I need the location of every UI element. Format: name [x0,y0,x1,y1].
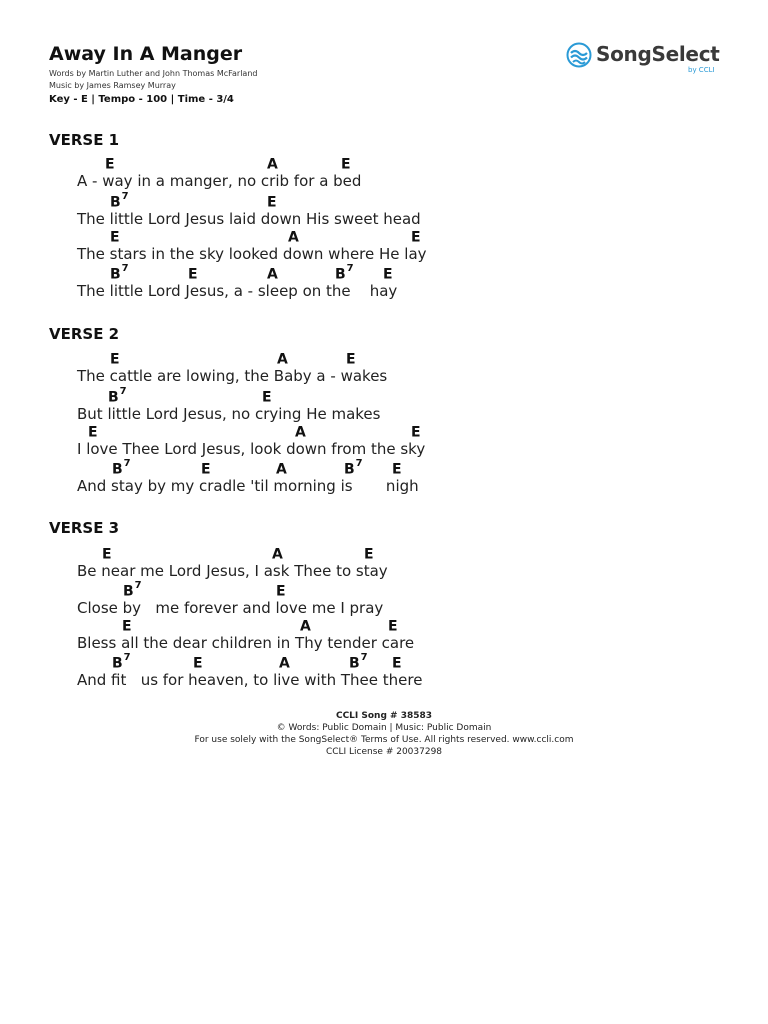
chord: E [346,351,356,368]
chord-row [77,155,737,173]
chord: E [267,194,277,211]
verse-title: VERSE 1 [49,131,120,149]
chord: E [364,546,374,563]
chord-row [77,265,737,283]
ccli-song-number: CCLI Song # 38583 [335,711,433,721]
chord: E [122,618,132,635]
chord: A [300,618,311,635]
song-line [77,582,737,620]
chord: A [288,229,299,246]
music-credit: Music by James Ramsey Murray [49,81,176,90]
chord-row [77,617,737,635]
chord: $B^7$ [110,263,129,283]
lyric-line: And fit us for heaven, to live with Thee there [77,671,423,689]
chord: E [201,461,211,478]
chord: E [341,156,351,173]
lyric-line: Close by me forever and love me I pray [77,599,384,617]
chord-row [77,423,737,441]
songselect-mark-icon [566,42,592,68]
chord: A [277,351,288,368]
song-line [77,423,737,461]
chord: A [267,156,278,173]
chord: A [279,655,290,672]
chord: E [110,351,120,368]
song-line [77,460,737,498]
chord: E [110,229,120,246]
copyright-line: © Words: Public Domain | Music: Public Domain [276,723,492,733]
chord: A [272,546,283,563]
chord-row [77,193,737,211]
song-title: Away In A Manger [49,43,243,65]
chord: E [383,266,393,283]
chord: $B^7$ [349,652,368,672]
chord-row [77,460,737,478]
song-line [77,545,737,583]
chord: $B^7$ [123,580,142,600]
lyric-line: A - way in a manger, no crib for a bed [77,172,362,190]
chord: A [295,424,306,441]
song-line [77,350,737,388]
chord: E [193,655,203,672]
song-line [77,388,737,426]
lyric-line: I love Thee Lord Jesus, look down from the sky [77,440,426,458]
chord: $B^7$ [108,386,127,406]
lyric-line: Be near me Lord Jesus, I ask Thee to stay [77,562,388,580]
chord: $B^7$ [112,652,131,672]
song-line [77,193,737,231]
songselect-logo [566,42,726,76]
chord-row [77,582,737,600]
logo-wordmark: SongSelect [596,42,720,66]
song-line [77,265,737,303]
chord: E [88,424,98,441]
chord: E [105,156,115,173]
song-line [77,654,737,692]
chord: E [411,424,421,441]
verse-title: VERSE 3 [49,519,120,537]
terms-line: For use solely with the SongSelect® Terms of Use. All rights reserved. www.ccli.com [194,735,574,745]
chord: E [388,618,398,635]
lyric-line: And stay by my cradle 'til morning is nigh [77,477,419,495]
lyric-line: The stars in the sky looked down where He lay [77,245,427,263]
chord: A [267,266,278,283]
chord-row [77,350,737,368]
chord: $B^7$ [344,458,363,478]
lyric-line: Bless all the dear children in Thy tender care [77,634,415,652]
chord-row [77,228,737,246]
chord: E [392,461,402,478]
chord: $B^7$ [112,458,131,478]
chord: E [392,655,402,672]
lyric-line: But little Lord Jesus, no crying He makes [77,405,381,423]
song-line [77,155,737,193]
chord-row [77,654,737,672]
logo-sub: by CCLI [688,66,715,74]
chord: E [188,266,198,283]
chord: A [276,461,287,478]
chord-row [77,545,737,563]
song-line [77,617,737,655]
lyric-line: The cattle are lowing, the Baby a - wakes [77,367,388,385]
chord-row [77,388,737,406]
chord: $B^7$ [335,263,354,283]
chord: E [411,229,421,246]
verse-title: VERSE 2 [49,325,120,343]
chord: E [102,546,112,563]
chord: $B^7$ [110,191,129,211]
ccli-license: CCLI License # 20037298 [325,747,443,757]
lyric-line: The little Lord Jesus, a - sleep on the hay [77,282,398,300]
words-credit: Words by Martin Luther and John Thomas McFarland [49,69,258,78]
chord: E [276,583,286,600]
chord: E [262,389,272,406]
song-meta: Key - E | Tempo - 100 | Time - 3/4 [49,94,234,105]
song-line [77,228,737,266]
lyric-line: The little Lord Jesus laid down His sweet head [77,210,421,228]
